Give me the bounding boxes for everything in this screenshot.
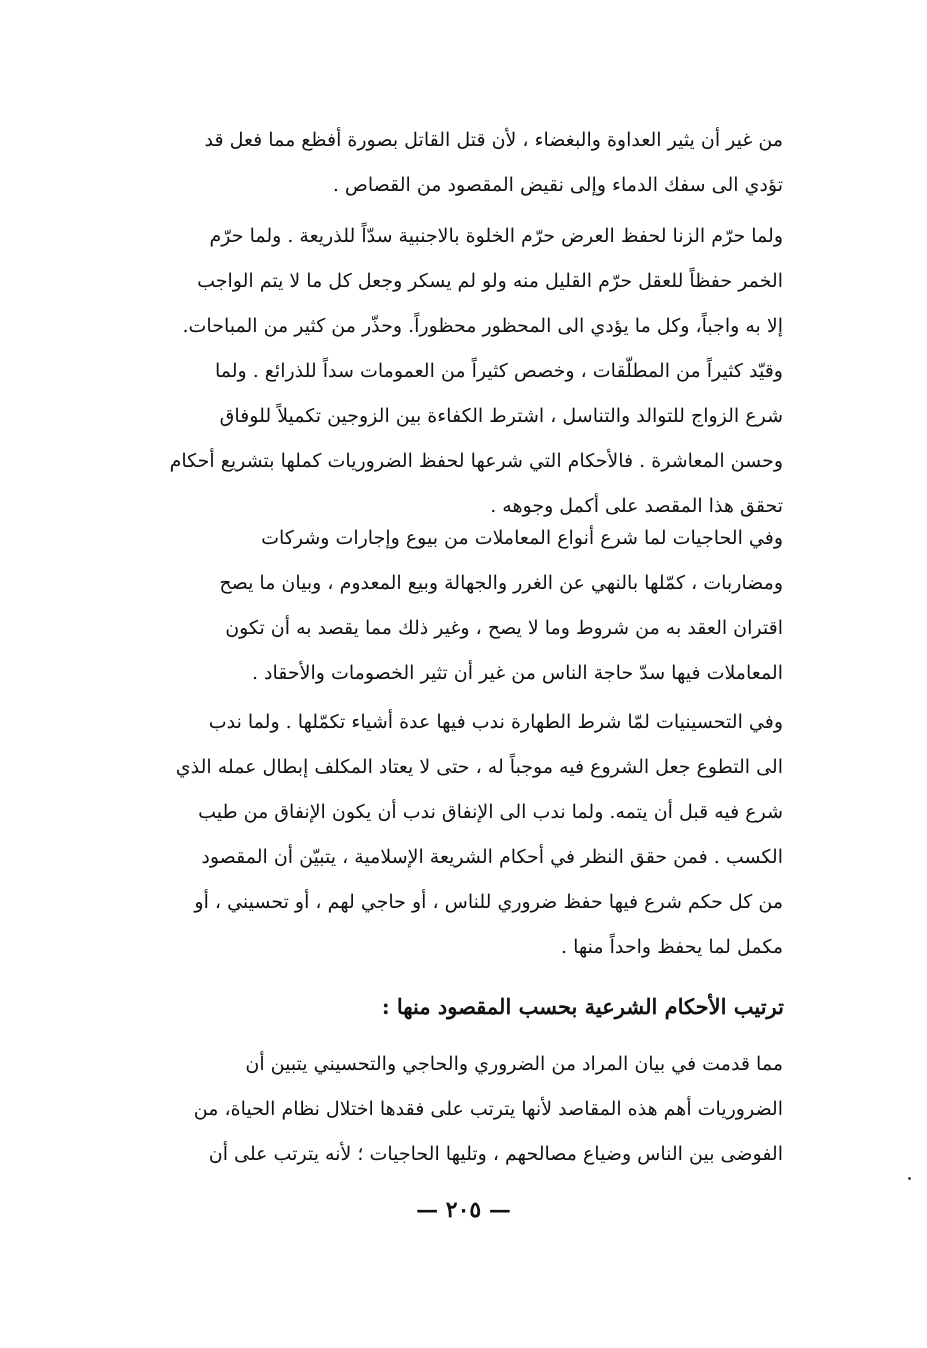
- paragraph-5: [138, 1042, 783, 1177]
- text-line: وحسن المعاشرة . فالأحكام التي شرعها لحفظ الضروريات كملها بتشريع أحكام: [169, 450, 783, 472]
- text-line: شرع فيه قبل أن يتمه. ولما ندب الى الإنفاق ندب أن يكون الإنفاق من طيب: [198, 801, 783, 823]
- text-line: من غير أن يثير العداوة والبغضاء ، لأن قتل القاتل بصورة أفظع مما فعل قد: [204, 129, 783, 151]
- paragraph-3: [138, 516, 783, 696]
- text-line: الخمر حفظاً للعقل حرّم القليل منه ولو لم يسكر وجعل كل ما لا يتم الواجب: [197, 270, 783, 292]
- paragraph-1: [138, 118, 783, 208]
- text-line: من كل حكم شرع فيها حفظ ضروري للناس ، أو حاجي لهم ، أو تحسيني ، أو: [194, 891, 783, 913]
- text-line: المعاملات فيها سدّ حاجة الناس من غير أن تثير الخصومات والأحقاد .: [251, 662, 783, 684]
- text-line: وفي التحسينيات لمّا شرط الطهارة ندب فيها عدة أشياء تكمّلها . ولما ندب: [208, 711, 783, 733]
- text-line: ولما حرّم الزنا لحفظ العرض حرّم الخلوة بالاجنبية سدّاً للذريعة . ولما حرّم: [209, 225, 783, 247]
- text-line: وقيّد كثيراً من المطلّقات ، وخصص كثيراً من العمومات سداً للذرائع . ولما: [214, 360, 783, 382]
- text-line: مما قدمت في بيان المراد من الضروري والحاجي والتحسيني يتبين أن: [245, 1053, 783, 1075]
- page-number: — ٢٠٥ —: [416, 1197, 511, 1223]
- text-line: الضروريات أهم هذه المقاصد لأنها يترتب على فقدها اختلال نظام الحياة، من: [193, 1098, 783, 1120]
- text-line: الى التطوع جعل الشروع فيه موجباً له ، حتى لا يعتاد المكلف إبطال عمله الذي: [175, 756, 783, 778]
- text-line: مكمل لما يحفظ واحداً منها .: [561, 936, 783, 958]
- text-line: تحقق هذا المقصد على أكمل وجوهه .: [490, 495, 783, 517]
- scan-speck: [908, 1177, 911, 1180]
- text-line: اقتران العقد به من شروط وما لا يصح ، وغير ذلك مما يقصد به أن تكون: [225, 617, 783, 639]
- paragraph-2: [138, 214, 783, 529]
- text-line: تؤدي الى سفك الدماء وإلى نقيض المقصود من القصاص .: [332, 174, 783, 196]
- text-line: وفي الحاجيات لما شرع أنواع المعاملات من بيوع وإجارات وشركات: [261, 527, 783, 549]
- text-line: ومضاربات ، كمّلها بالنهي عن الغرر والجهالة وبيع المعدوم ، وبيان ما يصح: [219, 572, 783, 594]
- paragraph-4: [138, 700, 783, 970]
- text-line: إلا به واجباً، وكل ما يؤدي الى المحظور محظوراً. وحذّر من كثير من المباحات.: [182, 315, 783, 337]
- section-heading: ترتيب الأحكام الشرعية بحسب المقصود منها :: [381, 994, 784, 1019]
- text-line: الفوضى بين الناس وضياع مصالحهم ، وتليها الحاجيات ؛ لأنه يترتب على أن: [208, 1143, 783, 1165]
- text-line: شرع الزواج للتوالد والتناسل ، اشترط الكفاءة بين الزوجين تكميلاً للوفاق: [219, 405, 783, 427]
- text-line: الكسب . فمن حقق النظر في أحكام الشريعة الإسلامية ، يتبيّن أن المقصود: [201, 846, 783, 868]
